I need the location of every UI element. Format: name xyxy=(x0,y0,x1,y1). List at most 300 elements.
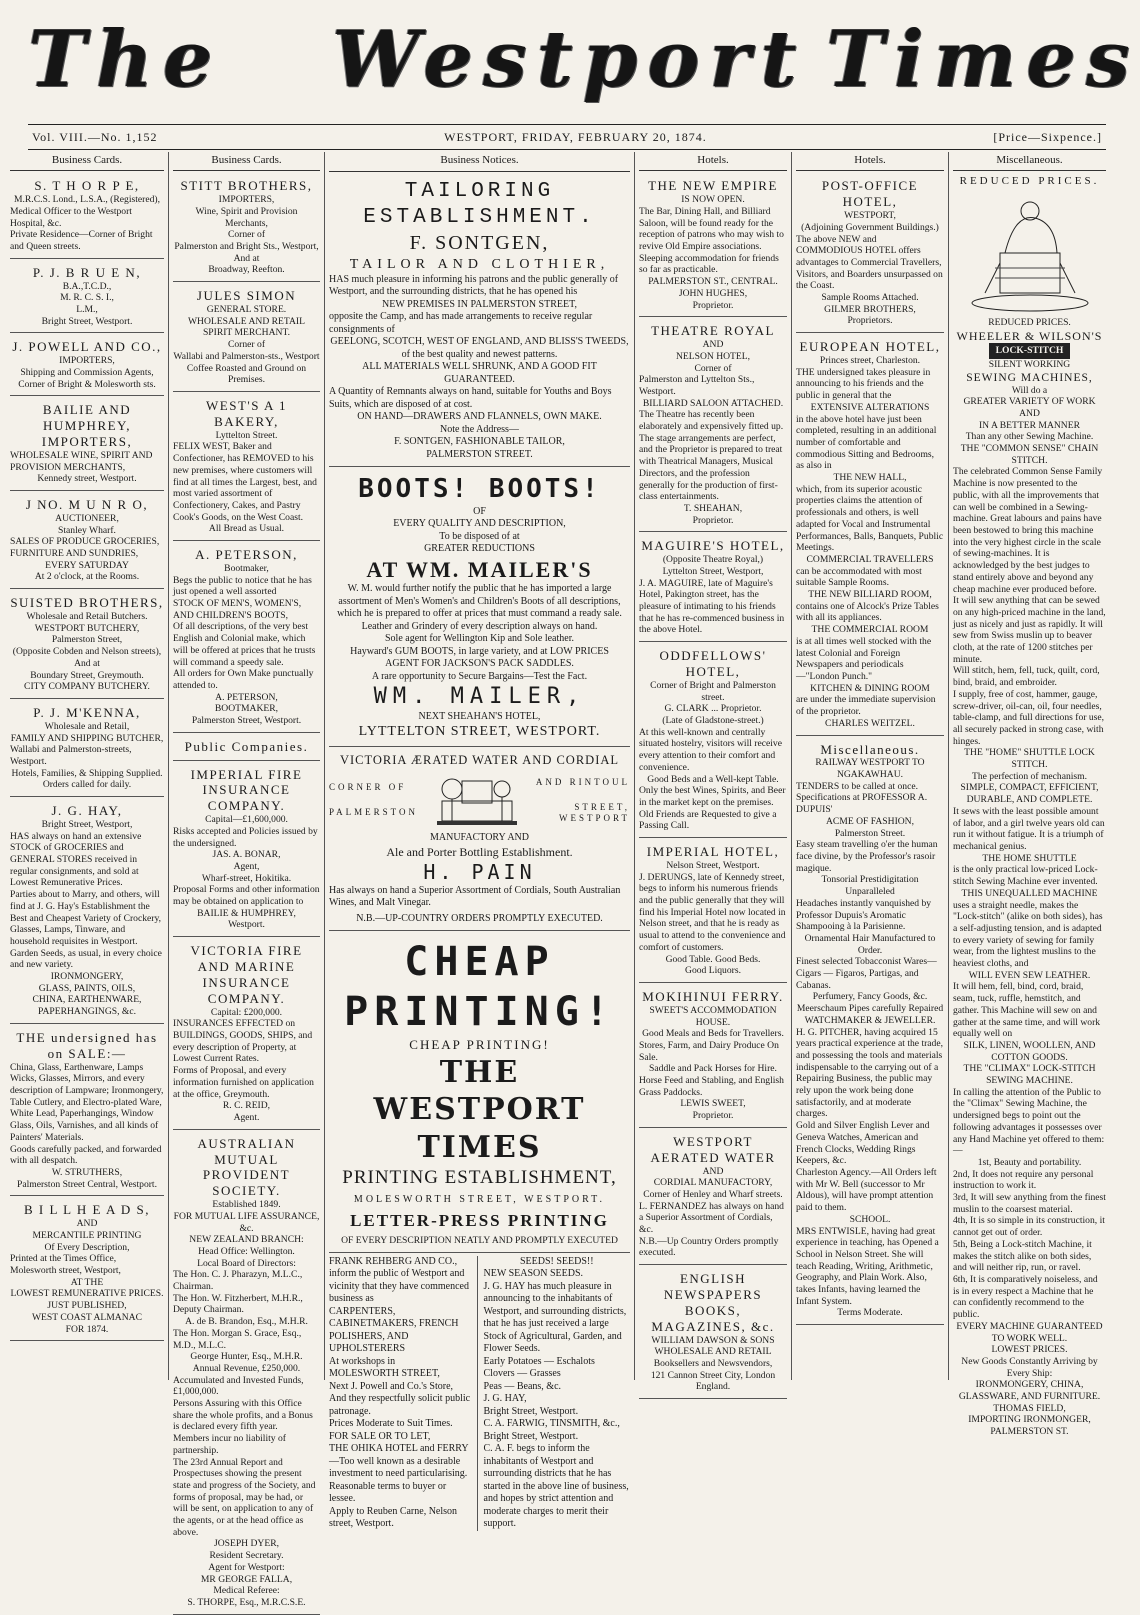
ad-line: Perfumery, Fancy Goods, &c. xyxy=(812,991,928,1003)
ad-line: Members incur no liability of partnership. xyxy=(173,1433,286,1456)
ad-line: Peas — Beans, &c. xyxy=(483,1380,562,1392)
ad-line: WHOLESALE WINE, SPIRIT AND PROVISION MERCHANTS, xyxy=(10,450,153,473)
cordial-street-label: STREET, WESTPORT xyxy=(559,801,630,823)
advertisement xyxy=(173,175,320,282)
ad-title: JULES SIMON xyxy=(196,288,297,304)
ad-line: GREATER REDUCTIONS xyxy=(424,543,535,555)
advertisement xyxy=(639,175,787,317)
rehberg-ad xyxy=(329,1256,478,1531)
ad-line: To be disposed of at xyxy=(439,530,520,542)
ad-line: R. C. REID, xyxy=(222,1100,271,1112)
cordial-manufactory: MANUFACTORY AND xyxy=(430,832,529,844)
ad-line: Local Board of Directors: xyxy=(197,1257,296,1269)
ad-line: It will sew anything that can be sewed on any high-priced machine in the land, just as nicely and just as rapidly. It will sew from Swiss muslin up to beaver cloth, at the rate of 1200 stitches per minute. xyxy=(953,595,1106,665)
tailoring-title: TAILORING ESTABLISHMENT. xyxy=(363,179,596,229)
ad-line: Bright Street, Westport. xyxy=(483,1430,579,1442)
ad-line: Hayward's GUM BOOTS, in large variety, and at LOW PRICES xyxy=(350,645,609,657)
column-header: Business Cards. xyxy=(173,152,320,171)
ad-line: STOCK OF MEN'S, WOMEN'S, AND CHILDREN'S BOOTS, xyxy=(173,597,302,621)
printing-title: CHEAP PRINTING! xyxy=(344,939,615,1036)
ad-line: THE NEW BILLIARD ROOM, xyxy=(808,589,932,601)
ad-line: Wholesale and Retail, xyxy=(44,720,130,732)
ad-line: Palmerston and Lyttelton Sts., Westport. xyxy=(639,374,755,397)
ad-line: WATCHMAKER & JEWELLER. xyxy=(804,1014,936,1026)
ad-title: MOKIHINUI FERRY. xyxy=(642,988,784,1004)
ad-title: STITT BROTHERS, xyxy=(180,178,313,194)
ad-line: Printed at the Times Office, Molesworth street, Westport, xyxy=(10,1253,121,1276)
ad-line: MERCANTILE PRINTING xyxy=(32,1229,142,1241)
ad-line: THE "COMMON SENSE" CHAIN STITCH. xyxy=(960,443,1099,466)
seeds-title: SEEDS! SEEDS!! xyxy=(519,1255,594,1267)
ad-line: All Bread as Usual. xyxy=(208,523,285,535)
ad-line: CORDIAL MANUFACTORY, xyxy=(653,1177,773,1189)
ad-line: Agent for Westport: xyxy=(208,1561,285,1573)
ad-line: WESTPORT, xyxy=(844,210,896,222)
ad-line: IS NOW OPEN. xyxy=(681,194,745,206)
ad-line: J. G. HAY, xyxy=(483,1393,527,1405)
column-body xyxy=(639,175,787,1399)
ad-line: EXTENSIVE ALTERATIONS xyxy=(810,401,930,413)
ad-line: THE OHIKA HOTEL and FERRY—Too well known as a desirable investment to need particularising. Reasonable terms to buyer or lessee. xyxy=(329,1443,469,1505)
ad-line: 5th, Being a Lock-stitch Machine, it makes the stitch alike on both sides, and will neither rip, run, or ravel. xyxy=(953,1238,1092,1274)
ad-line: MOLESWORTH STREET, xyxy=(329,1368,440,1380)
ad-line: The Bar, Dining Hall, and Billiard Saloon, will be found ready for the reception of patrons who may wish to revive Old Empire associations. xyxy=(639,205,784,253)
ad-line: is the only practical low-priced Lock-stitch Sewing Machine ever invented. xyxy=(953,864,1098,888)
tailoring-lines xyxy=(329,274,630,462)
ad-title: VICTORIA FIRE AND MARINE INSURANCE COMPANY. xyxy=(190,943,303,1006)
ad-title: THE NEW EMPIRE xyxy=(648,178,778,194)
ad-line: Capital: £200,000. xyxy=(210,1006,283,1018)
ad-line: Stanley Wharf. xyxy=(58,524,116,536)
ad-line: Medical Referee: xyxy=(213,1585,280,1597)
rehberg-title: FRANK REHBERG AND CO., xyxy=(329,1255,458,1267)
ad-line: 6th, It is comparatively noiseless, and is in every respect a Machine that he can confidently recommend to the public. xyxy=(953,1274,1098,1321)
ad-line: contains one of Alcock's Prize Tables with all its appliances. xyxy=(796,600,939,624)
ad-line: SILENT WORKING xyxy=(988,358,1071,370)
ad-title: ENGLISH NEWSPAPERS BOOKS, MAGAZINES, &c. xyxy=(651,1271,775,1334)
ad-line: J. DERUNGS, late of Kennedy street, begs to inform his numerous friends and the public generally that they will find his Imperial Hotel now located in Nelson street, and that he is ready as usual to attend to the convenience and comfort of customers. xyxy=(639,871,786,953)
cordial-note: N.B.—UP-COUNTRY ORDERS PROMPTLY EXECUTED. xyxy=(356,912,603,924)
ad-line: Tonsorial Prestidigitation Unparalleled xyxy=(821,874,919,898)
ad-line: Gold and Silver English Lever and Geneva Watches, American and French Clocks, Wedding Rings Keepers, &c. xyxy=(796,1120,930,1167)
ad-line: W. M. would further notify the public that he has imported a large assortment of Men's Women's and Children's Boots of all descriptions, which he is prepared to offer at prices that must command a ready sale. xyxy=(337,583,622,620)
ad-line: Proprietor. xyxy=(692,299,734,311)
sewing-machine-illustration xyxy=(965,193,1095,313)
cordial-description: Has always on hand a Superior Assortment of Cordials, South Australian Wines, and Malt Vinegar. xyxy=(329,884,621,909)
advertisement xyxy=(10,1027,164,1196)
ad-line: N.B.—Up Country Orders promptly executed. xyxy=(639,1235,779,1259)
ad-line: WHOLESALE AND RETAIL xyxy=(654,1346,772,1358)
advertisement xyxy=(10,800,164,1024)
ad-line: F. SONTGEN, FASHIONABLE TAILOR, xyxy=(394,436,565,448)
ad-line: SPIRIT MERCHANT. xyxy=(202,327,291,339)
ad-line: Note the Address— xyxy=(440,423,519,435)
ad-line: Corner of Bright & Molesworth sts. xyxy=(18,378,156,390)
ad-line: Boundary Street, Greymouth. xyxy=(30,669,144,681)
ad-title: WESTPORT AERATED WATER xyxy=(650,1133,776,1165)
advertisement xyxy=(10,175,164,258)
ad-title: J. POWELL AND CO., xyxy=(12,339,162,355)
ad-line: GILMER BROTHERS, xyxy=(824,303,916,315)
ad-line: Westport. xyxy=(228,919,265,931)
column-header: Miscellaneous. xyxy=(953,152,1106,171)
ad-line: AND xyxy=(702,1165,724,1177)
sewing-machine-ads xyxy=(953,317,1106,1438)
ad-line: SILK, LINEN, WOOLLEN, AND COTTON GOODS. xyxy=(963,1039,1096,1063)
ad-line: CABINETMAKERS, FRENCH POLISHERS, AND UPHOLSTERERS xyxy=(329,1318,459,1355)
ad-line: Will stitch, hem, fell, tuck, quilt, cord, bind, braid, and embroider. xyxy=(953,665,1100,689)
ad-line: New Goods Constantly Arriving by Every Ship: xyxy=(961,1355,1098,1379)
ad-line: CHINA, EARTHENWARE, PAPERHANGINGS, &c. xyxy=(32,994,142,1018)
ad-line: Sole agent for Wellington Kip and Sole leather. xyxy=(385,633,574,645)
advertisement xyxy=(10,262,164,334)
ad-line: 4th, It is so simple in its construction, it cannot get out of order. xyxy=(953,1215,1105,1239)
ad-line: Old Friends are Requested to give a Passing Call. xyxy=(639,808,777,832)
ad-line: S. THORPE, Esq., M.R.C.S.E. xyxy=(187,1597,306,1608)
ad-line: LEWIS SWEET, xyxy=(680,1098,746,1110)
ad-line: KITCHEN & DINING ROOM xyxy=(810,682,930,694)
ad-line: AT WM. MAILER'S xyxy=(366,556,593,582)
boots-lines xyxy=(329,506,630,741)
cordial-corner-label: CORNER OF xyxy=(329,782,407,793)
ad-line: GREATER VARIETY OF WORK xyxy=(963,396,1096,408)
ad-title: EUROPEAN HOTEL, xyxy=(799,339,941,355)
advertisement xyxy=(173,736,320,761)
ad-line: Established 1849. xyxy=(212,1199,281,1211)
ad-line: Agent, xyxy=(233,860,260,872)
ad-line: And at xyxy=(233,252,260,264)
advertisement xyxy=(173,285,320,392)
printing-letterpress: LETTER-PRESS PRINTING xyxy=(350,1211,609,1231)
advertisement xyxy=(796,175,944,333)
ad-line: IMPORTING IRONMONGER, xyxy=(968,1414,1091,1426)
ad-line: FOR 1874. xyxy=(65,1323,109,1335)
ad-line: Persons Assuring with this Office share the whole profits, and a Bonus is declared every fifth year. xyxy=(173,1398,313,1433)
ad-line: JOHN HUGHES, xyxy=(678,287,748,299)
advertisement xyxy=(796,739,944,1326)
ad-line: Princes street, Charleston. xyxy=(819,355,921,367)
ad-line: Sample Rooms Attached. xyxy=(821,292,919,304)
ad-line: Proprietors. xyxy=(847,315,893,327)
advertisement xyxy=(639,535,787,642)
ad-line: ON HAND—DRAWERS AND FLANNELS, OWN MAKE. xyxy=(357,411,602,423)
ad-line: Good Meals and Beds for Travellers. xyxy=(642,1028,784,1040)
ad-title: WEST'S A 1 BAKERY, xyxy=(206,397,287,429)
ad-line: The Hon. Morgan S. Grace, Esq., M.D., M.L.C. xyxy=(173,1327,302,1351)
ad-line: SWEET'S ACCOMMODATION HOUSE. xyxy=(649,1004,777,1028)
ad-line: HAS always on hand an extensive STOCK of GROCERIES and GENERAL STORES received in regular consignments, and sold at Lowest Remunerative Prices. xyxy=(10,830,142,889)
ad-line: Broadway, Reefton. xyxy=(208,264,285,276)
ad-line: EVERY SATURDAY xyxy=(45,559,129,571)
column-business-notices xyxy=(325,152,635,1530)
boots-ad xyxy=(329,470,630,747)
ad-line: FAMILY AND SHIPPING BUTCHER, xyxy=(10,732,164,744)
printing-paper-name: THE WESTPORT TIMES xyxy=(373,1054,586,1165)
ad-line: Shipping and Commission Agents, xyxy=(20,367,154,379)
ad-title: B I L L H E A D S, xyxy=(23,1202,151,1218)
ad-line: It will hem, fell, bind, cord, braid, seam, tuck, ruffle, hemstitch, and gather. This Machine will sew on and gather at the same time, and will work equally well on xyxy=(953,981,1101,1040)
ad-line: Garden Seeds, as usual, in every choice and new variety. xyxy=(10,947,162,971)
ad-line: L.M., xyxy=(76,304,98,316)
dateline xyxy=(28,124,1106,150)
ad-line: AND xyxy=(702,339,724,351)
ad-line: 1st, Beauty and portability. xyxy=(977,1156,1082,1168)
ad-line: SEWING MACHINES, xyxy=(966,371,1093,384)
ad-line: Charleston Agency.—All Orders left with Mr W. Bell (successor to Mr Aldous), will have prompt attention paid to them. xyxy=(796,1166,937,1214)
advertisement xyxy=(10,399,164,491)
ad-line: AND xyxy=(76,1218,98,1230)
ad-line: PALMERSTON ST. xyxy=(990,1426,1069,1438)
ad-line: which, from its superior acoustic properties claims the attention of professionals and others, is well adapted for Vocal and Instrumental Performances, Balls, Banquets, Public Meetings. xyxy=(796,483,944,554)
ad-line: THE NEW HALL, xyxy=(833,472,907,484)
column-hotels-2 xyxy=(792,152,949,1380)
ad-line: L. FERNANDEZ has always on hand a Superior Assortment of Cordials, &c. xyxy=(639,1200,784,1236)
ad-line: BOOTMAKER, xyxy=(214,703,279,715)
ad-line: PALMERSTON ST., CENTRAL. xyxy=(648,276,778,288)
advertisement xyxy=(639,986,787,1128)
ad-line: IRONMONGERY, CHINA, GLASSWARE, AND FURNITURE. xyxy=(958,1379,1101,1403)
ad-line: LOCK-STITCH xyxy=(953,343,1106,359)
printing-address: MOLESWORTH STREET, WESTPORT. xyxy=(353,1193,606,1205)
ad-line: Corner of xyxy=(227,339,266,351)
ad-line: WM. MAILER, xyxy=(373,684,586,710)
advertisement xyxy=(639,841,787,983)
ad-title: Miscellaneous. xyxy=(820,741,920,757)
volume-number: Vol. VIII.—No. 1,152 xyxy=(32,129,158,144)
cordial-proprietor: H. PAIN xyxy=(423,859,536,884)
cordial-palmerston-label: PALMERSTON xyxy=(329,807,419,818)
advertisement xyxy=(639,1131,787,1265)
ad-line: Leather and Grindery of every description always on hand. xyxy=(361,620,598,632)
ad-line: NEW PREMISES IN PALMERSTON STREET, xyxy=(382,298,577,310)
ad-line: NEW SEASON SEEDS. xyxy=(483,1268,584,1280)
ad-title: IMPERIAL HOTEL, xyxy=(646,844,780,860)
ad-line: The perfection of mechanism. xyxy=(971,770,1088,782)
ad-line: OF xyxy=(473,505,486,517)
advertisement xyxy=(173,1133,320,1615)
ad-title: S. T H O R P E, xyxy=(34,178,140,194)
ad-line: (Late of Gladstone-street.) xyxy=(662,715,764,727)
ad-line: FOR SALE OR TO LET, xyxy=(329,1430,431,1442)
ad-line: Corner of Bright and Palmerston street. xyxy=(650,679,776,703)
printing-ad xyxy=(329,934,630,1252)
ad-line: It sews with the least possible amount of labor, and a girl twelve years old can run it without fatigue. It is a triumph of mechanical genius. xyxy=(953,805,1105,852)
ad-line: Saddle and Pack Horses for Hire. xyxy=(649,1063,777,1075)
issue-date: WESTPORT, FRIDAY, FEBRUARY 20, 1874. xyxy=(444,129,707,144)
price-label: [Price—Sixpence.] xyxy=(993,129,1102,144)
ad-line: Proprietor. xyxy=(692,514,734,526)
ad-line: J. G. HAY has much pleasure in announcing to the inhabitants of Westport, and surrounding districts, that he has just received a large Stock of Agricultural, Garden, and Flower Seeds. xyxy=(483,1280,627,1355)
ad-line: is at all times well stocked with the latest Colonial and Foreign Newspapers and periodicals—"London Punch." xyxy=(796,635,932,682)
ad-line: C. A. F. begs to inform the inhabitants of Westport and surrounding districts that he has started in the above line of business, and hopes by strict attention and moderate charges to merit their support. xyxy=(483,1443,629,1530)
ad-line: Will do a xyxy=(1011,384,1048,396)
ad-line: A rare opportunity to Secure Bargains—Test the Fact. xyxy=(371,670,588,682)
ad-line: Lyttelton Street. xyxy=(215,429,278,441)
ad-line: WESTPORT BUTCHERY, xyxy=(34,622,140,634)
advertisement xyxy=(639,320,787,532)
ad-line: GENERAL STORE. xyxy=(206,304,287,316)
ad-line: NELSON HOTEL, xyxy=(675,350,751,362)
ad-line: FOR MUTUAL LIFE ASSURANCE, &c. xyxy=(173,1210,320,1234)
ad-line: China, Glass, Earthenware, Lamps Wicks, Glasses, Mirrors, and every description of Lampware; Ironmongery, Table Cutlery, and Electro-plated Ware, White Lead, Paperhangings, Window Glass, Oils, Varnishes, and all kinds of Painters' Materials. xyxy=(10,1061,164,1143)
ad-line: Capital—£1,600,000. xyxy=(205,814,288,826)
advertisement xyxy=(10,592,164,699)
column-body xyxy=(796,175,944,1325)
ad-title: MAGUIRE'S HOTEL, xyxy=(641,538,785,554)
ad-line: GEELONG, SCOTCH, WEST OF ENGLAND, AND BLISS'S TWEEDS, xyxy=(330,336,629,348)
ad-line: Than any other Sewing Machine. xyxy=(965,431,1094,443)
ad-line: JAS. A. BONAR, xyxy=(212,849,281,861)
ad-line: George Hunter, Esq., M.H.R. xyxy=(190,1351,303,1363)
ad-line: are under the immediate supervision of the proprietor. xyxy=(796,694,936,718)
ad-line: THE COMMERCIAL ROOM xyxy=(811,624,929,636)
ad-line: CHARLES WEITZEL. xyxy=(825,717,915,729)
ad-line: JUST PUBLISHED, xyxy=(47,1300,127,1312)
rehberg-lines xyxy=(329,1268,473,1531)
ad-line: Apply to Reuben Carne, Nelson street, Westport. xyxy=(329,1505,458,1530)
ad-line: Palmerston Street, xyxy=(51,634,123,646)
ad-line: 3rd, It will sew anything from the finest muslin to the coarsest material. xyxy=(953,1192,1106,1215)
ad-line: The Theatre has recently been elaborately and expensively fitted up. The stage arrangements are perfect, and the Proprietor is prepared to treat with Theatrical Managers, Musical Directors, and the profession generally for the production of first-class entertainments. xyxy=(639,409,784,503)
ad-line: W. STRUTHERS, xyxy=(51,1166,123,1178)
column-body xyxy=(173,175,320,1614)
ad-line: The 23rd Annual Report and Prospectuses showing the present state and progress of the Society, and forms of proposal, may be had, or will be sent, on application to any of the agents, or at the head office as above. xyxy=(173,1456,316,1538)
ad-line: GLASS, PAINTS, OILS, xyxy=(38,982,136,994)
advertisement xyxy=(796,336,944,735)
ad-line: Finest selected Tobacconist Wares—Cigars — Figaros, Partigas, and Cabanas. xyxy=(796,956,937,991)
ad-line: SALES OF PRODUCE GROCERIES, FURNITURE AND SUNDRIES, xyxy=(10,536,160,560)
ad-title: ODDFELLOWS' HOTEL, xyxy=(659,648,767,680)
column-header: Business Notices. xyxy=(329,152,630,172)
masthead-word-times: Times xyxy=(826,13,1140,105)
advertisement xyxy=(173,940,320,1129)
ad-line: Wallabi and Palmerston-sts., Westport xyxy=(173,350,320,362)
ad-title: SUISTED BROTHERS, xyxy=(10,595,164,611)
ad-line: Medical Officer to the Westport Hospital, &c. xyxy=(10,205,132,229)
ad-title: A. PETERSON, xyxy=(195,547,298,563)
ad-title: Public Companies. xyxy=(184,738,309,754)
tailoring-ad xyxy=(329,176,630,468)
column-hotels-1 xyxy=(635,152,792,1393)
ad-line: MR GEORGE FALLA, xyxy=(200,1573,293,1585)
masthead xyxy=(0,0,1140,118)
ad-line: FELIX WEST, Baker and Confectioner, has REMOVED to his new premises, where customers will find at all times the Largest, best, and most varied assortment of Confectionery, Cakes, and Pastry Cook's Goods, on the West Coast. xyxy=(173,441,317,523)
ad-line: Only the best Wines, Spirits, and Beer in the market kept on the premises. xyxy=(639,785,786,808)
ad-line: MRS ENTWISLE, having had great experience in teaching, has Opened a School in Nelson Street. She will teach Reading, Writing, Arithmetic, Geography, and Plain Work. Also, takes Infants, having learned the Infant System. xyxy=(796,1225,939,1307)
ad-title: AUSTRALIAN MUTUAL PROVIDENT SOCIETY. xyxy=(197,1135,296,1199)
bottling-machine-illustration xyxy=(432,771,522,829)
ad-line: Terms Moderate. xyxy=(837,1307,903,1319)
ad-line: ALL MATERIALS WELL SHRUNK, AND A GOOD FIT GUARANTEED. xyxy=(362,361,597,385)
ad-line: (Opposite Theatre Royal,) xyxy=(662,554,764,566)
ad-line: AND xyxy=(1019,407,1040,419)
ad-title: THE undersigned has on SALE:— xyxy=(16,1029,158,1061)
ad-line: Good Liquors. xyxy=(685,965,741,977)
ad-line: IN A BETTER MANNER xyxy=(978,419,1080,431)
ad-line: Private Residence—Corner of Bright and Queen streets. xyxy=(10,229,153,253)
ad-line: Coffee Roasted and Ground on Premises. xyxy=(186,362,307,386)
ad-line: uses a straight needle, makes the "Lock-stitch" (alike on both sides), has a self-adjusting tension, and is adapted to every variety of sewing for family wear, from the lightest muslins to the heaviest cloths, and xyxy=(953,899,1103,970)
seeds-ad xyxy=(484,1256,630,1531)
ad-line: The celebrated Common Sense Family Machine is now presented to the public, with all the improvements that can well be combined in a Sewing-machine. Great labours and pains have been bestowed to bring this machine into the very highest circle in the scale of sewing-machines. It is acknowledged by the best judges to stand entirely above and beyond any cheap machine ever produced before. xyxy=(953,466,1103,595)
ad-line: Palmerston and Bright Sts., Westport, xyxy=(174,241,319,253)
column-business-cards-1 xyxy=(6,152,169,1380)
ad-line: Ornamental Hair Manufactured to Order. xyxy=(804,932,936,956)
ad-title: THEATRE ROYAL xyxy=(651,323,775,339)
ad-line: Headaches instantly vanquished by Professor Dupuis's Aromatic Shampooing à la Parisienne. xyxy=(796,897,932,933)
ad-line: H. G. PITCHER, having acquired 15 years practical experience at the trade, and possessing the tools and materials indispensable to the carrying out of a Repairing Business, the public may rely upon the work being done satisfactorily, and at moderate charges. xyxy=(796,1026,944,1120)
ad-line: A Quantity of Remnants always on hand, suitable for Youths and Boys Suits, which are disposed of at cost. xyxy=(329,386,612,410)
advertisement xyxy=(639,645,787,838)
ad-line: Horse Feed and Stabling, and English Grass Paddocks. xyxy=(639,1075,784,1098)
advertisement xyxy=(10,1199,164,1341)
ad-line: Bootmaker, xyxy=(224,562,269,574)
ad-line: Wharf-street, Hokitika. xyxy=(201,872,292,884)
boots-title: BOOTS! BOOTS! xyxy=(358,474,601,505)
ad-line: can be accommodated with most suitable Sample Rooms. xyxy=(796,565,922,589)
ad-line: THE HOME SHUTTLE xyxy=(982,852,1077,864)
advertisement xyxy=(639,1268,787,1399)
tailor-name: F. SONTGEN, xyxy=(409,232,550,255)
ad-line: THOMAS FIELD, xyxy=(993,1402,1066,1414)
ad-line: At 2 o'clock, at the Rooms. xyxy=(34,571,140,583)
ad-line: The Hon. W. Fitzherbert, M.H.R., Deputy Chairman. xyxy=(173,1292,303,1316)
ad-line: The above NEW and COMMODIOUS HOTEL offers advantages to Commercial Travellers, Visitors, and Boarders unsurpassed on the Coast. xyxy=(796,233,943,292)
ad-line: THE undersigned takes pleasure in announcing to his friends and the public in general that the xyxy=(796,366,931,402)
ad-line: A. de B. Brandon, Esq., M.H.R. xyxy=(185,1316,308,1328)
ad-line: All orders for Own Make punctually attended to. xyxy=(173,668,314,691)
ad-line: Forms of Proposal, and every information furnished on application at the office, Greymouth. xyxy=(173,1065,314,1100)
ad-title: P. J. M'KENNA, xyxy=(33,704,141,720)
ad-line: LYTTELTON STREET, WESTPORT. xyxy=(358,724,601,740)
ad-line: Sleeping accommodation for friends so far as practicable. xyxy=(639,252,779,276)
ad-line: in the above hotel have just been completed, resulting in an additional number of comfortable and commodious Sitting and Bedrooms, as also in xyxy=(796,413,937,472)
ad-line: Hotels, Families, & Shipping Supplied. xyxy=(11,767,163,779)
ad-line: Begs the public to notice that he has just opened a well assorted xyxy=(173,574,312,598)
ad-line: Corner of Henley and Wharf streets. xyxy=(643,1188,783,1200)
ad-line: INSURANCES EFFECTED on BUILDINGS, GOODS, SHIPS, and every description of Property, at Lowest Current Rates. xyxy=(173,1018,313,1065)
cordial-ad xyxy=(329,750,630,932)
ad-line: M.R.C.S. Lond., L.S.A., (Registered), xyxy=(13,194,161,206)
ad-line: Palmerston Street, Westport. xyxy=(191,715,302,727)
ad-line: Early Potatoes — Eschalots xyxy=(483,1355,595,1367)
ad-line: Head Office: Wellington. xyxy=(198,1245,295,1257)
ad-line: Prices Moderate to Suit Times. xyxy=(329,1418,453,1430)
ad-line: Annual Revenue, £250,000. xyxy=(192,1362,301,1374)
column-body xyxy=(10,175,164,1341)
ad-line: LOWEST PRICES. xyxy=(991,1344,1068,1356)
ad-line: Resident Secretary. xyxy=(209,1550,284,1562)
masthead-word-westport: Westport xyxy=(332,13,807,105)
ad-line: And at xyxy=(74,657,100,669)
ad-line: Bright Street, Westport. xyxy=(41,315,133,327)
ad-line: WILLIAM DAWSON & SONS xyxy=(651,1334,775,1346)
ad-line: IRONMONGERY, xyxy=(50,971,124,983)
ad-line: IMPORTERS, xyxy=(218,194,275,206)
ad-line: Agent. xyxy=(233,1111,260,1123)
ad-line: And they respectfully solicit public patronage. xyxy=(329,1393,471,1417)
ad-line: BILLIARD SALOON ATTACHED. xyxy=(642,397,784,409)
ad-line: At this well-known and centrally situated hostelry, visitors will receive every attention to their comfort and convenience. xyxy=(639,726,782,773)
advertisement xyxy=(10,336,164,396)
ad-line: Orders called for daily. xyxy=(42,779,132,791)
ad-line: Clovers — Grasses xyxy=(483,1368,561,1380)
seeds-lines xyxy=(484,1268,630,1531)
column-business-cards-2 xyxy=(169,152,325,1608)
ad-line: Proprietor. xyxy=(692,1110,734,1122)
ad-line: REDUCED PRICES. xyxy=(988,316,1071,328)
ad-title: P. J. B R U E N, xyxy=(32,264,142,280)
